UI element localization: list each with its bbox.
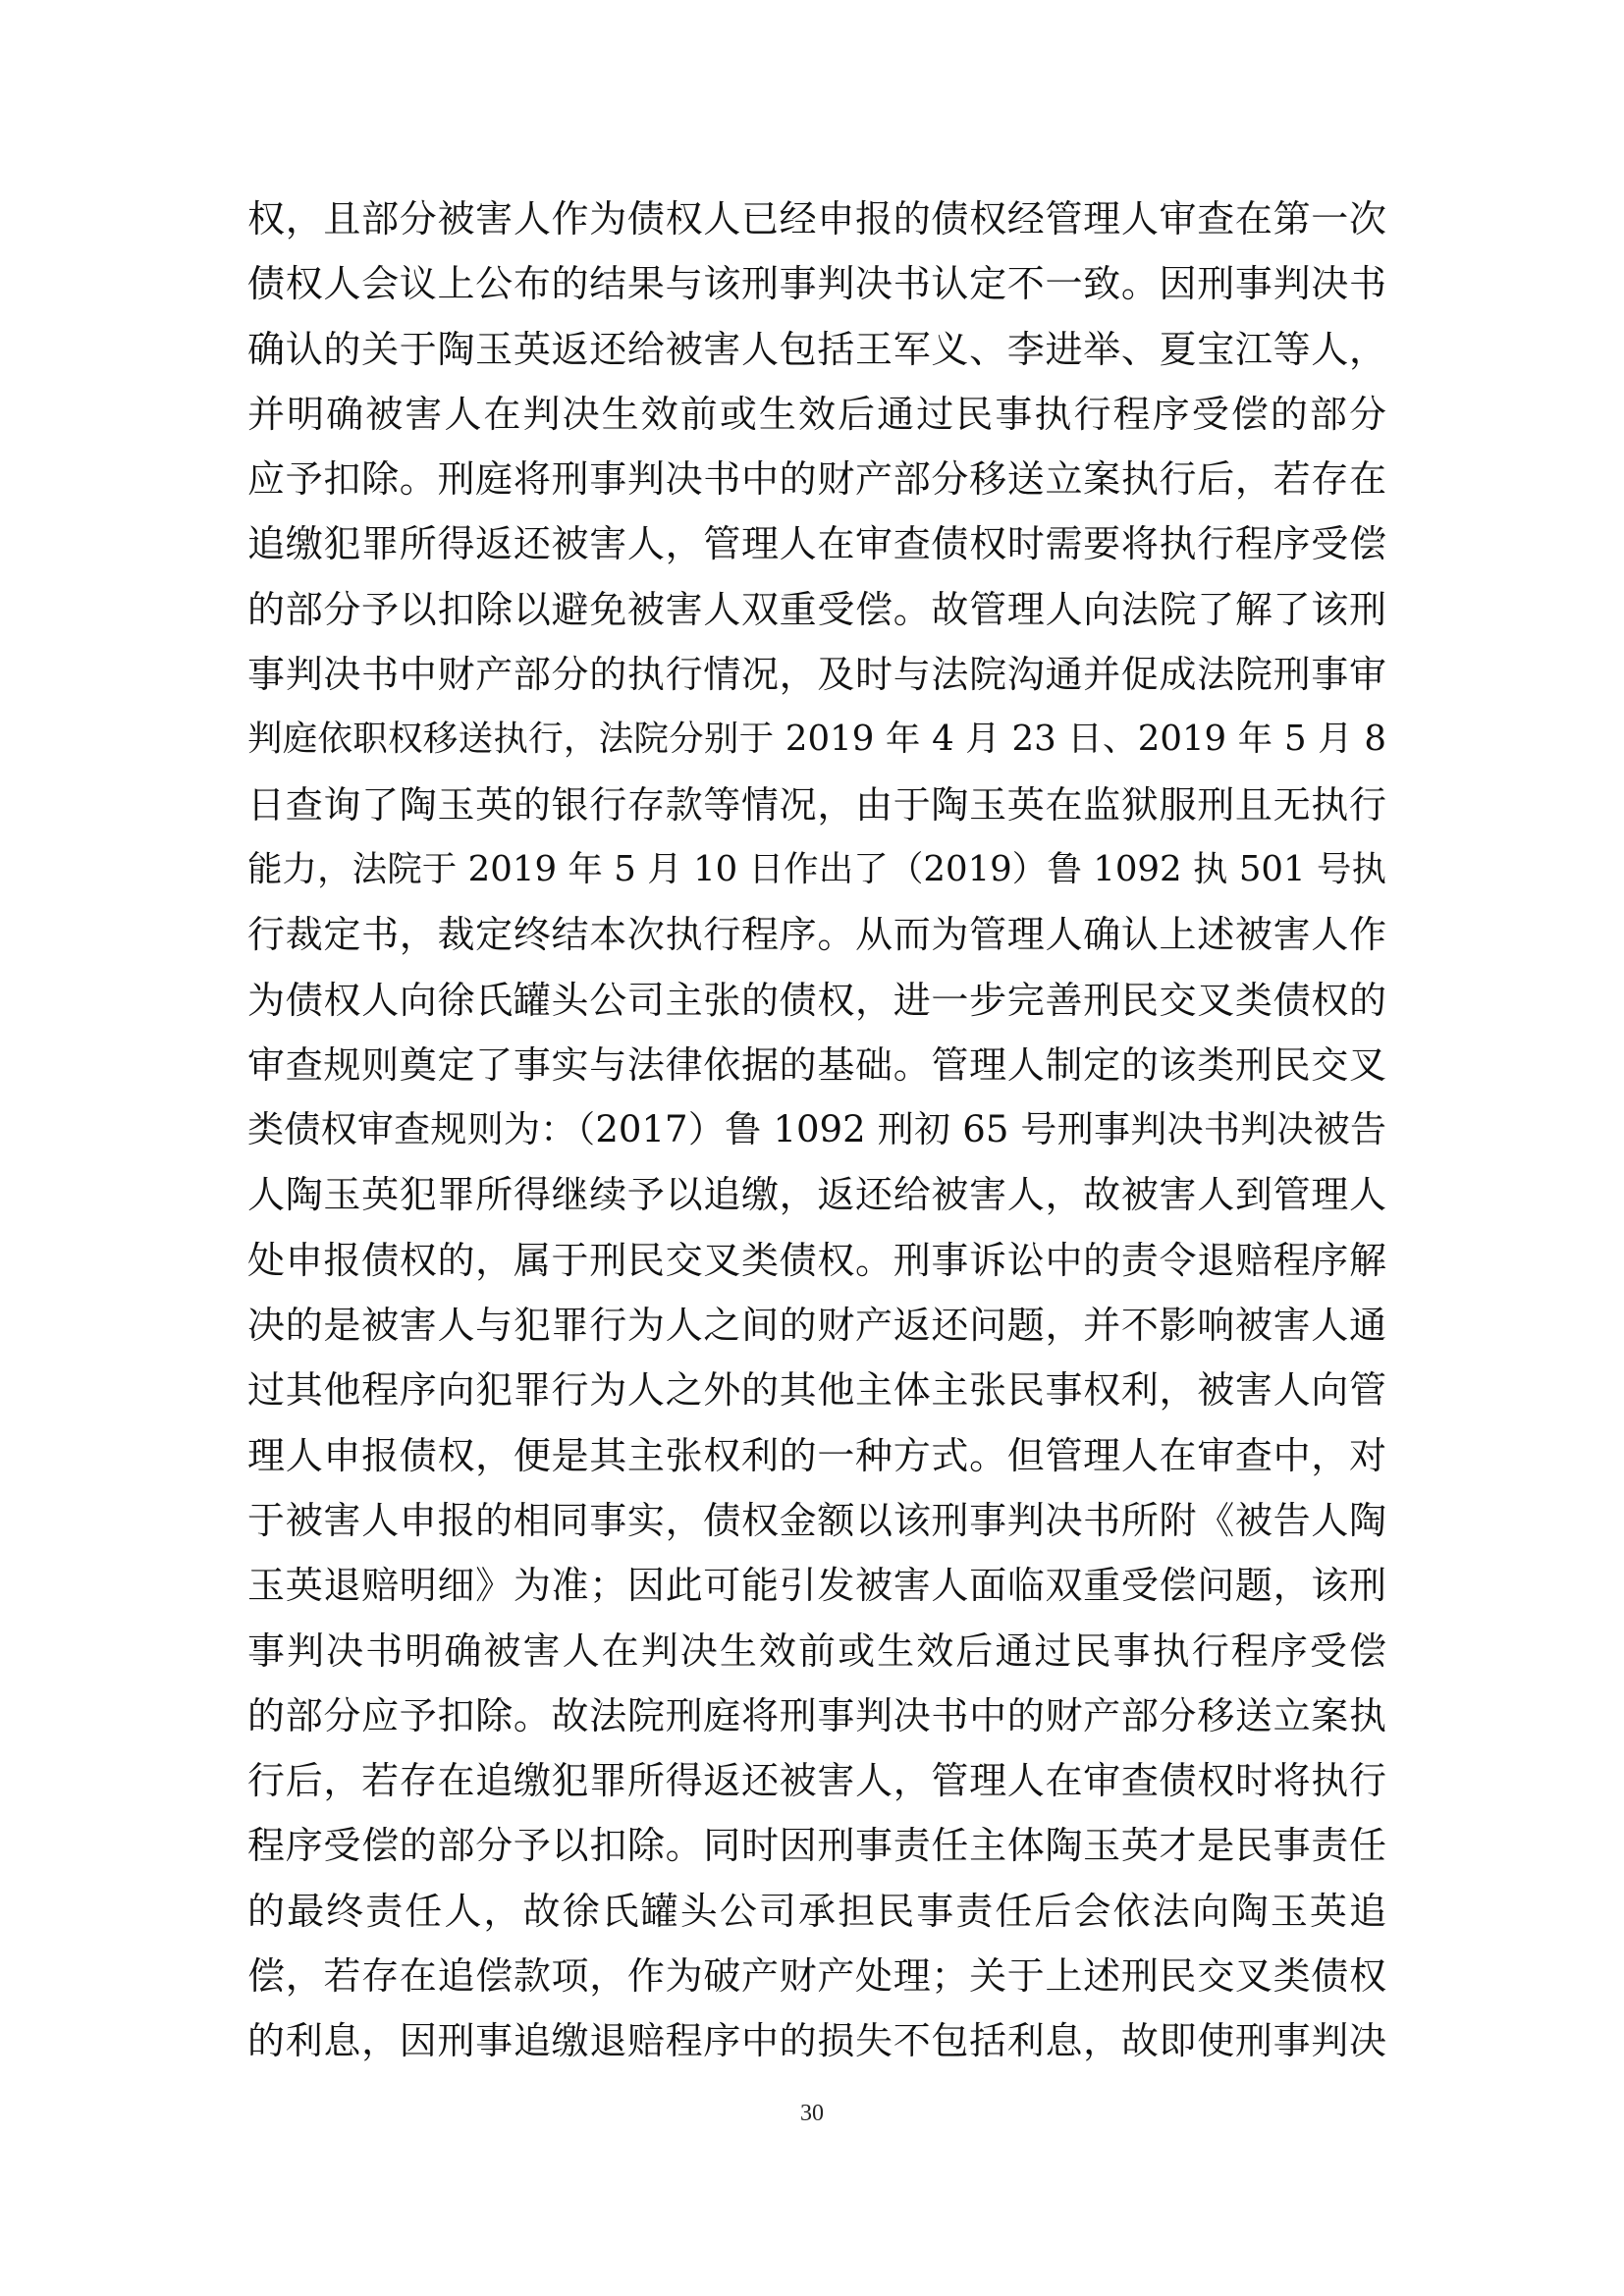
text-line: 类债权审查规则为：（2017）鲁 1092 刑初 65 号刑事判决书判决被告 [247,1108,1386,1151]
text-line: 程序受偿的部分予以扣除。同时因刑事责任主体陶玉英才是民事责任 [247,1824,1386,1868]
body-paragraph [247,187,1386,2074]
page-number: 30 [800,2101,824,2126]
text-line: 审查规则奠定了事实与法律依据的基础。管理人制定的该类刑民交叉 [247,1042,1386,1087]
text-line: 债权人会议上公布的结果与该刑事判决书认定不一致。因刑事判决书 [247,262,1386,306]
text-line: 玉英退赔明细》为准；因此可能引发被害人面临双重受偿问题，该刑 [247,1564,1386,1608]
text-line: 的最终责任人，故徐氏罐头公司承担民事责任后会依法向陶玉英追 [247,1889,1386,1933]
text-line: 过其他程序向犯罪行为人之外的其他主体主张民事权利，被害人向管 [247,1368,1386,1413]
text-line: 行裁定书，裁定终结本次执行程序。从而为管理人确认上述被害人作 [247,913,1386,957]
text-line: 决的是被害人与犯罪行为人之间的财产返还问题，并不影响被害人通 [247,1304,1386,1348]
text-line: 偿，若存在追偿款项，作为破产财产处理；关于上述刑民交叉类债权 [247,1954,1386,1999]
text-line: 人陶玉英犯罪所得继续予以追缴，返还给被害人，故被害人到管理人 [247,1173,1386,1217]
text-line: 于被害人申报的相同事实，债权金额以该刑事判决书所附《被告人陶 [247,1498,1386,1542]
text-line: 追缴犯罪所得返还被害人，管理人在审查债权时需要将执行程序受偿 [247,522,1386,566]
text-line: 确认的关于陶玉英返还给被害人包括王军义、李进举、夏宝江等人， [247,327,1386,371]
text-line: 权，且部分被害人作为债权人已经申报的债权经管理人审查在第一次 [247,197,1386,240]
text-line: 为债权人向徐氏罐头公司主张的债权，进一步完善刑民交叉类债权的 [247,978,1386,1022]
text-line: 的部分应予扣除。故法院刑庭将刑事判决书中的财产部分移送立案执 [247,1693,1386,1737]
text-line: 的部分予以扣除以避免被害人双重受偿。故管理人向法院了解了该刑 [247,587,1386,631]
text-line: 日查询了陶玉英的银行存款等情况，由于陶玉英在监狱服刑且无执行 [247,782,1386,827]
text-line: 的利息，因刑事追缴退赔程序中的损失不包括利息，故即使刑事判决 [247,2019,1386,2063]
text-line: 并明确被害人在判决生效前或生效后通过民事执行程序受偿的部分 [247,392,1386,436]
text-line: 应予扣除。刑庭将刑事判决书中的财产部分移送立案执行后，若存在 [247,457,1386,502]
text-line: 事判决书明确被害人在判决生效前或生效后通过民事执行程序受偿 [247,1629,1386,1673]
text-line: 处申报债权的，属于刑民交叉类债权。刑事诉讼中的责令退赔程序解 [247,1238,1386,1282]
text-line: 事判决书中财产部分的执行情况，及时与法院沟通并促成法院刑事审 [247,653,1386,697]
text-line: 行后，若存在追缴犯罪所得返还被害人，管理人在审查债权时将执行 [247,1759,1386,1803]
text-line: 理人申报债权，便是其主张权利的一种方式。但管理人在审查中，对 [247,1433,1386,1477]
text-line: 判庭依职权移送执行，法院分别于 2019 年 4 月 23 日、2019 年 5 月 8 [247,719,1386,760]
text-line: 能力，法院于 2019 年 5 月 10 日作出了（2019）鲁 1092 执 501 号执 [247,848,1386,889]
